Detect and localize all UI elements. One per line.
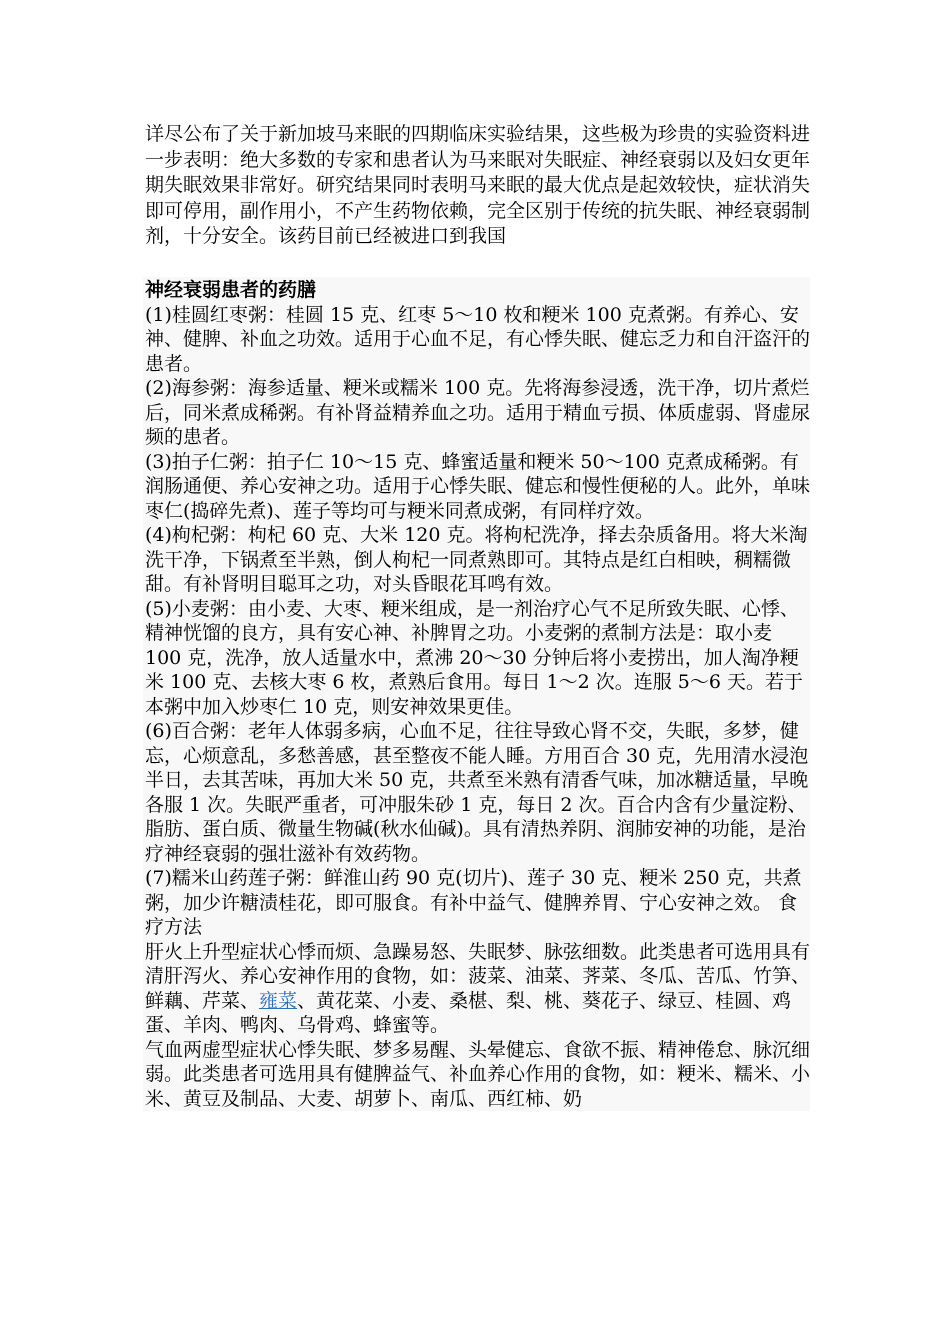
recipe-item-4: (4)枸杞粥：枸杞 60 克、大米 120 克。将枸杞洗净，择去杂质备用。将大米淘洗干净，下锅煮至半熟，倒人枸杞一同煮熟即可。其特点是红白相映，稠糯微甜。有补肾明目聪耳之功，对头昏眼花耳鸣有效。 [145,524,808,595]
recipe-item-7: (7)糯米山药莲子粥：鲜淮山药 90 克(切片)、莲子 30 克、粳米 250 克，共煮粥，加少许糖渍桂花，即可服食。有补中益气、健脾养胃、宁心安神之效。 食疗方法 [145,867,802,938]
liver-fire-paragraph [145,940,810,1038]
liver-fire-text-after: 、黄花菜、小麦、桑椹、梨、桃、葵花子、绿豆、桂圆、鸡蛋、羊肉、鸭肉、乌骨鸡、蜂蜜等。 [145,989,792,1036]
recipe-item-2: (2)海参粥：海参适量、粳米或糯米 100 克。先将海参浸透，洗干净，切片煮烂后，同米煮成稀粥。有补肾益精养血之功。适用于精血亏损、体质虚弱、肾虚尿频的患者。 [145,377,811,448]
diet-section [143,277,810,1112]
paragraph-spacer [145,250,810,277]
liver-fire-text-before: 肝火上升型症状心悸而烦、急躁易怒、失眠梦、脉弦细数。此类患者可选用具有清肝泻火、养心安神作用的食物，如：菠菜、油菜、荠菜、冬瓜、苦瓜、竹笋、鲜藕、芹菜、 [145,940,811,1012]
vegetable-link[interactable]: 雍菜 [259,989,298,1012]
recipe-item-1: (1)桂圆红枣粥：桂圆 15 克、红枣 5～10 枚和粳米 100 克煮粥。有养心、安神、健脾、补血之功效。适用于心血不足，有心悸失眠、健忘乏力和自汗盗汗的患者。 [145,303,811,375]
section-title: 神经衰弱患者的药膳 [145,278,317,301]
qi-blood-paragraph: 气血两虚型症状心悸失眠、梦多易醒、头晕健忘、食欲不振、精神倦怠、脉沉细弱。此类患者可选用具有健脾益气、补血养心作用的食物，如：粳米、糯米、小米、黄豆及制品、大麦、胡萝卜、南瓜、西红柿、奶 [145,1038,811,1110]
recipe-item-5: (5)小麦粥：由小麦、大枣、粳米组成，是一剂治疗心气不足所致失眠、心悸、精神恍馏的良方，具有安心神、补脾胃之功。小麦粥的煮制方法是：取小麦 100 克，洗净，放人适量水中，煮沸 20～30 分钟后将小麦捞出，加人淘净粳米 100 克、去核大枣 6 枚，煮熟后食用。每日 1～2 次。连服 5～6 天。若于本粥中加入炒枣仁 10 克，则安神效果更佳。 [145,597,804,718]
intro-paragraph: 详尽公布了关于新加坡马来眠的四期临床实验结果，这些极为珍贵的实验资料进一步表明：绝大多数的专家和患者认为马来眠对失眠症、神经衰弱以及妇女更年期失眠效果非常好。研究结果同时表明马来眠的最大优点是起效较快，症状消失即可停用，副作用小，不产生药物依赖，完全区别于传统的抗失眠、神经衰弱制剂，十分安全。该药目前已经被进口到我国 [145,123,811,247]
recipe-item-3: (3)拍子仁粥：拍子仁 10～15 克、蜂蜜适量和粳米 50～100 克煮成稀粥。有润肠通便、养心安神之功。适用于心悸失眠、健忘和慢性便秘的人。此外，单味枣仁(捣碎先煮)、莲子等均可与粳米同煮成粥，有同样疗效。 [145,450,811,522]
document-page [145,122,810,1111]
recipe-item-6: (6)百合粥：老年人体弱多病，心血不足，往往导致心肾不交，失眠，多梦，健忘，心烦意乱，多愁善感，甚至整夜不能人睡。方用百合 30 克，先用清水浸泡半日，去其苦味，再加大米 50 克，共煮至米熟有清香气味，加冰糖适量，早晚各服 1 次。失眠严重者，可冲服朱砂 1 克，每日 2 次。百合内含有少量淀粉、脂肪、蛋白质、微量生物碱(秋水仙碱)。具有清热养阴、润肺安神的功能，是治疗神经衰弱的强壮滋补有效药物。 [145,720,809,865]
